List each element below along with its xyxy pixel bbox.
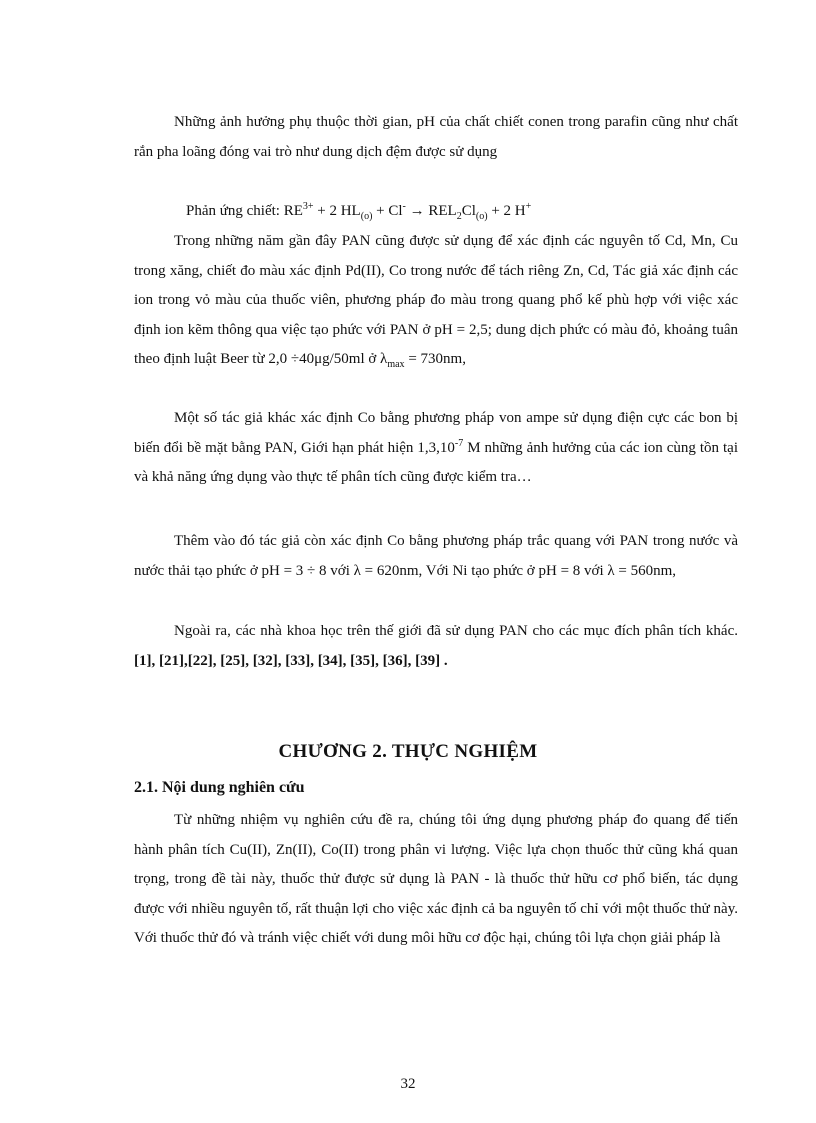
paragraph-dependence: Những ảnh hưởng phụ thuộc thời gian, pH của chất chiết conen trong parafin cũng như chất rắn pha loãng đóng vai trò như dung dịch đệm được sử dụng bbox=[134, 114, 738, 160]
paragraph-research-content: Từ những nhiệm vụ nghiên cứu đề ra, chúng tôi ứng dụng phương pháp đo quang để tiến hành phân tích Cu(II), Zn(II), Co(II) trong phân vi lượng. Việc lựa chọn thuốc thử cũng khá quan trọng, trong đề tài này, thuốc thử được sử dụng là PAN - là thuốc thử hữu cơ phổ biến, tác dụng được với nhiều nguyên tố, rất thuận lợi cho việc xác định cả ba nguyên tố chỉ với một thuốc thử này. Với thuốc thử đó và tránh việc chiết với dung môi hữu cơ độc hại, chúng tôi lựa chọn giải pháp là bbox=[134, 812, 738, 947]
page-number: 32 bbox=[400, 1076, 416, 1092]
paragraph-voltammetry: Một số tác giả khác xác định Co bằng phương pháp von ampe sử dụng điện cực các bon bị biến đổi bề mặt bằng PAN, Giới hạn phát hiện $1,3,10^{-7}$ M những ảnh hưởng của các ion cùng tồn tại và khả năng ứng dụng vào thực tế phân tích cũng được kiểm tra… bbox=[134, 410, 738, 486]
paragraph-photometric: Thêm vào đó tác giả còn xác định Co bằng phương pháp trắc quang với PAN trong nước và nước thải tạo phức ở pH = 3 ÷ 8 với λ = 620nm, Với Ni tạo phức ở pH = 8 với λ = 560nm, bbox=[134, 533, 738, 579]
chapter-title: CHƯƠNG 2. THỰC NGHIỆM bbox=[278, 741, 538, 762]
paragraph-pan-applications: Trong những năm gần đây PAN cũng được sử dụng để xác định các nguyên tố Cd, Mn, Cu trong xăng, chiết đo màu xác định Pd(II), Co trong nước để tách riêng Zn, Cd, Tác giả xác định các ion trong vỏ màu của thuốc viên, phương pháp đo màu trong quang phổ kế phù hợp với việc xác định ion kẽm thông qua việc tạo phức với PAN ở pH = 2,5; dung dịch phức có màu đỏ, khoảng tuân theo định luật Beer từ 2,0 ÷40μg/50ml ở $\lambda_{max} = 730nm$, bbox=[134, 233, 738, 371]
reference-list: [1], [21],[22], [25], [32], [33], [34], [35], [36], [39] . bbox=[134, 652, 448, 669]
paragraph-references: Ngoài ra, các nhà khoa học trên thế giới đã sử dụng PAN cho các mục đích phân tích khác. [1], [21],[22], [25], [32], [33], [34], [35], [36], [39] . bbox=[134, 623, 738, 669]
section-title: 2.1. Nội dung nghiên cứu bbox=[134, 779, 305, 796]
extraction-reaction-equation: Phản ứng chiết: $RE^{3+} + 2$ $HL_{(o)} + Cl^- \to REL_2Cl_{(o)} + 2$ H+ bbox=[186, 201, 532, 222]
